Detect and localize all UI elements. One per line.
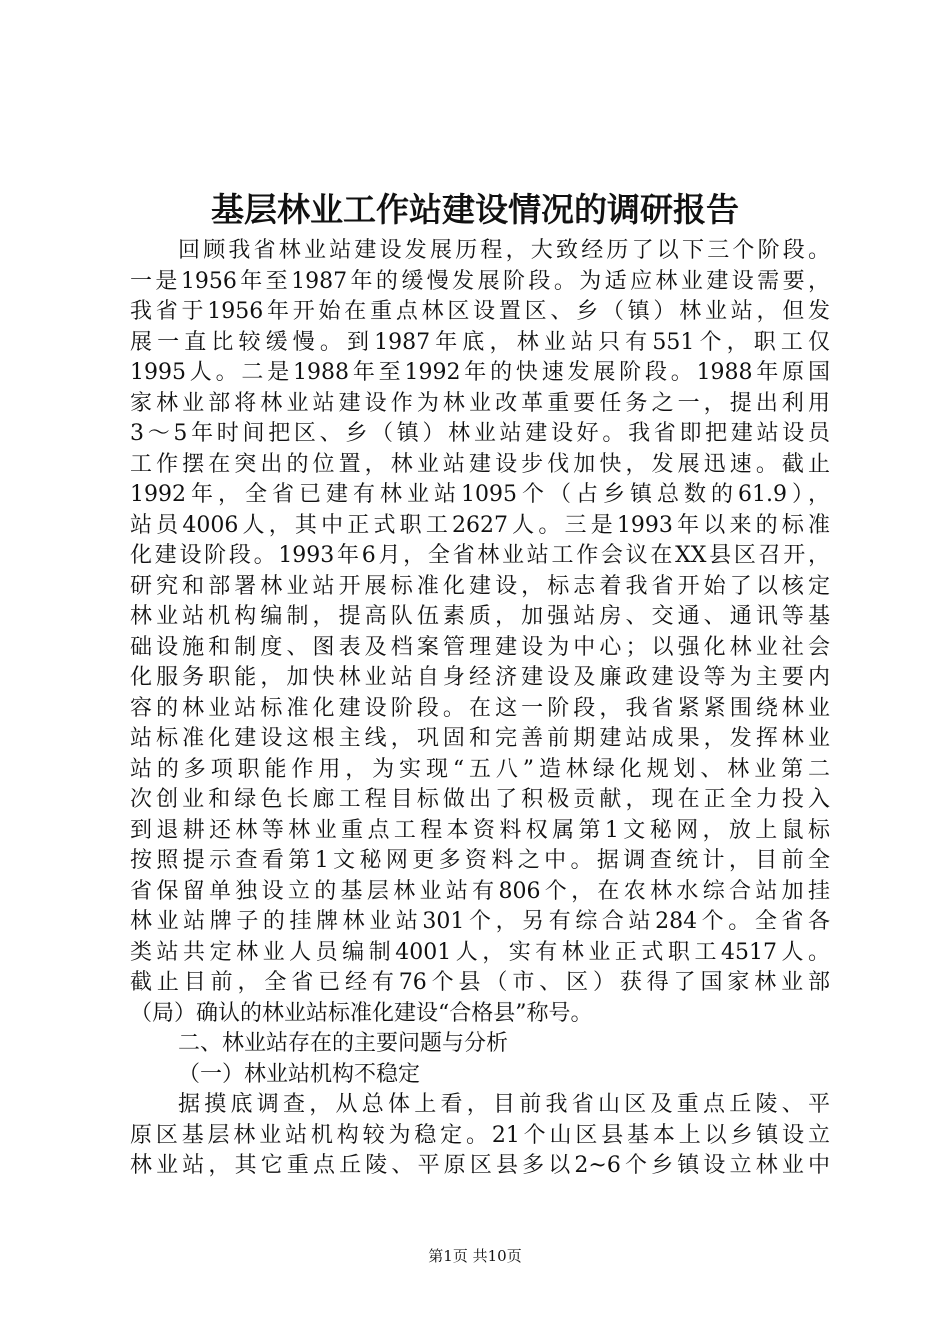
text-line: 础设施和制度、图表及档案管理建设为中心；以强化林业社会 [130,634,830,660]
text-line: 回顾我省林业站建设发展历程，大致经历了以下三个阶段。 [178,238,830,263]
text-line: 站员4006人，其中正式职工2627人。三是1993年以来的标准 [130,512,830,538]
text-line: 原区基层林业站机构较为稳定。21个山区县基本上以乡镇设立 [130,1122,830,1148]
text-line: 我省于1956年开始在重点林区设置区、乡（镇）林业站，但发 [130,299,830,324]
text-line: 研究和部署林业站开展标准化建设，标志着我省开始了以核定 [130,573,830,599]
text-line: 工作摆在突出的位置，林业站建设步伐加快，发展迅速。截止 [130,451,830,477]
text-line: 林业站机构编制，提高队伍素质，加强站房、交通、通讯等基 [130,604,830,629]
text-line: 3～5年时间把区、乡（镇）林业站建设好。我省即把建站设员 [130,421,830,446]
page-footer: 第1页 共10页 [428,1247,522,1265]
text-line: 次创业和绿色长廊工程目标做出了积极贡献，现在正全力投入 [130,787,830,812]
text-line: 截止目前，全省已经有76个县（市、区）获得了国家林业部 [130,970,830,995]
text-line: 据摸底调查，从总体上看，目前我省山区及重点丘陵、平 [178,1092,830,1117]
text-line: 林业站，其它重点丘陵、平原区县多以2~6个乡镇设立林业中 [130,1153,830,1178]
text-line: （一）林业站机构不稳定 [178,1061,421,1087]
text-line: 站标准化建设这根主线，巩固和完善前期建站成果，发挥林业 [130,726,830,751]
text-line: 林业站牌子的挂牌林业站301个，另有综合站284个。全省各 [130,909,830,934]
text-line: 化建设阶段。1993年6月，全省林业站工作会议在XX县区召开， [130,543,830,568]
text-line: 1995人。二是1988年至1992年的快速发展阶段。1988年原国 [130,360,830,385]
text-line: 类站共定林业人员编制4001人，实有林业正式职工4517人。 [130,939,830,965]
document-body [130,236,830,1182]
text-line: 到退耕还林等林业重点工程本资料权属第1文秘网，放上鼠标 [130,817,830,843]
text-line: 容的林业站标准化建设阶段。在这一阶段，我省紧紧围绕林业 [130,695,830,721]
text-line: 家林业部将林业站建设作为林业改革重要任务之一，提出利用 [130,390,830,416]
document-title: 基层林业工作站建设情况的调研报告 [211,190,739,229]
text-line: 1992年，全省已建有林业站1095个（占乡镇总数的61.9）， [130,482,830,507]
text-line: 二、林业站存在的主要问题与分析 [178,1031,509,1056]
text-line: （局）确认的林业站标准化建设“合格县”称号。 [130,1000,593,1026]
text-line: 化服务职能，加快林业站自身经济建设及廉政建设等为主要内 [130,665,830,690]
text-line: 按照提示查看第1文秘网更多资料之中。据调查统计，目前全 [130,848,830,873]
text-line: 省保留单独设立的基层林业站有806个，在农林水综合站加挂 [130,878,830,904]
text-line: 展一直比较缓慢。到1987年底，林业站只有551个，职工仅 [130,329,830,355]
text-line: 一是1956年至1987年的缓慢发展阶段。为适应林业建设需要， [130,268,830,294]
text-line: 站的多项职能作用，为实现“五八”造林绿化规划、林业第二 [130,756,830,782]
